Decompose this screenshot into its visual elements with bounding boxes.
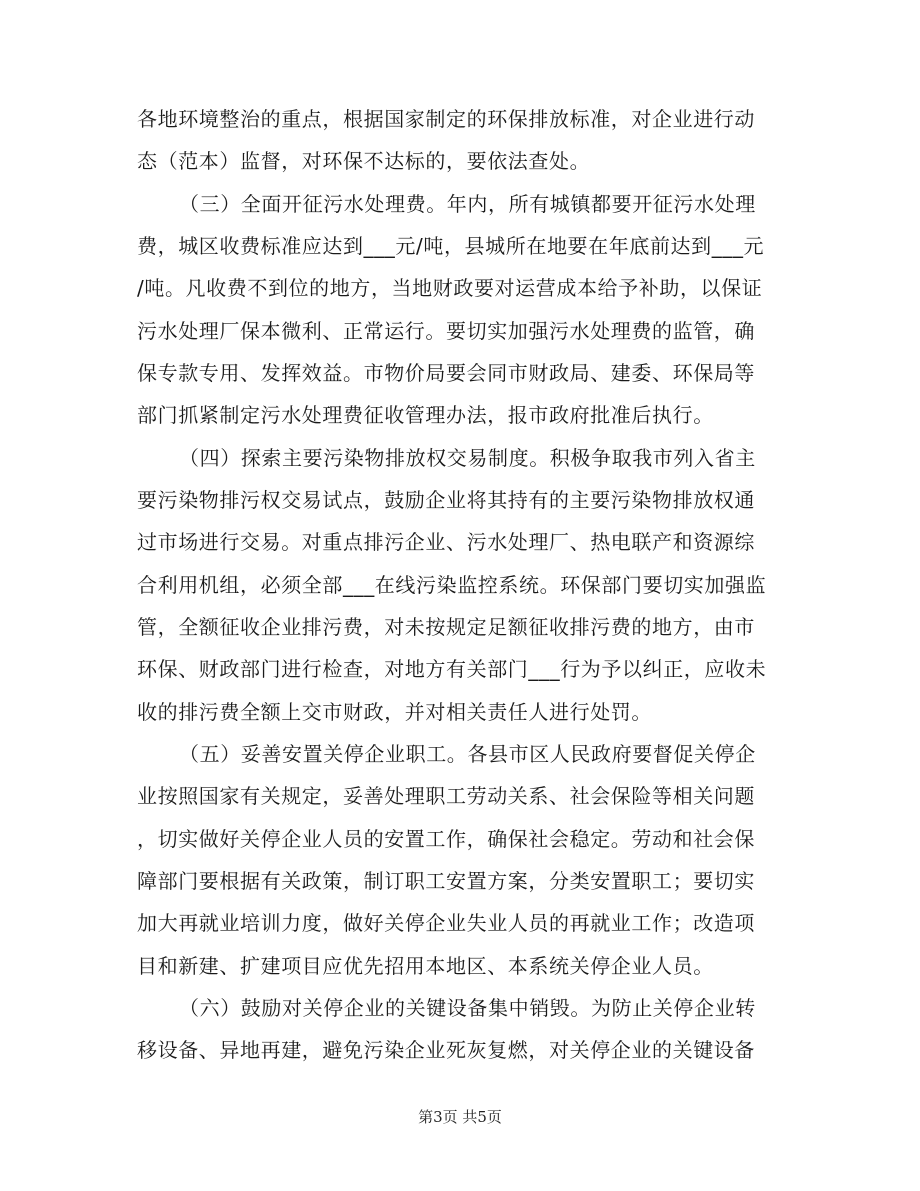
text-line: 目和新建、扩建项目应优先招用本地区、本系统关停企业人员。 bbox=[137, 954, 714, 978]
text-line: 环保、财政部门进行检查，对地方有关部门___行为予以纠正，应收未 bbox=[137, 657, 767, 681]
paragraph-heading-line: （六）鼓励对关停企业的关键设备集中销毁。为防止关停企业转 bbox=[179, 996, 756, 1020]
text-line: 要污染物排污权交易试点，鼓励企业将其持有的主要污染物排放权通 bbox=[137, 488, 755, 512]
text-line: 过市场进行交易。对重点排污企业、污水处理厂、热电联产和资源综 bbox=[137, 530, 755, 554]
text-line: 收的排污费全额上交市财政，并对相关责任人进行处罚。 bbox=[137, 700, 652, 724]
page-number-footer: 第3页 共5页 bbox=[418, 1108, 502, 1126]
text-line: 费，城区收费标准应达到___元/吨，县城所在地要在年底前达到___元 bbox=[137, 234, 765, 258]
text-line: 加大再就业培训力度，做好关停企业失业人员的再就业工作；改造项 bbox=[137, 911, 755, 935]
text-line: /吨。凡收费不到位的地方，当地财政要对运营成本给予补助，以保证 bbox=[137, 276, 763, 300]
paragraph-heading-line: （三）全面开征污水处理费。年内，所有城镇都要开征污水处理 bbox=[179, 192, 756, 216]
text-line: 态（范本）监督，对环保不达标的，要依法查处。 bbox=[137, 149, 591, 173]
text-line: 保专款专用、发挥效益。市物价局要会同市财政局、建委、环保局等 bbox=[137, 361, 755, 385]
text-line: 移设备、异地再建，避免污染企业死灰复燃，对关停企业的关键设备 bbox=[137, 1038, 755, 1062]
text-line: 部门抓紧制定污水处理费征收管理办法，报市政府批准后执行。 bbox=[137, 403, 714, 427]
paragraph-heading-line: （四）探索主要污染物排放权交易制度。积极争取我市列入省主 bbox=[179, 446, 756, 470]
text-line: 障部门要根据有关政策，制订职工安置方案，分类安置职工；要切实 bbox=[137, 869, 755, 893]
paragraph-heading-line: （五）妥善安置关停企业职工。各县市区人民政府要督促关停企 bbox=[179, 742, 756, 766]
text-line: ，切实做好关停企业人员的安置工作，确保社会稳定。劳动和社会保 bbox=[137, 827, 755, 851]
text-line: 污水处理厂保本微利、正常运行。要切实加强污水处理费的监管，确 bbox=[137, 319, 755, 343]
text-line: 合利用机组，必须全部___在线污染监控系统。环保部门要切实加强监 bbox=[137, 573, 767, 597]
text-line: 业按照国家有关规定，妥善处理职工劳动关系、社会保险等相关问题 bbox=[137, 784, 755, 808]
text-line: 各地环境整治的重点，根据国家制定的环保排放标准，对企业进行动 bbox=[137, 107, 755, 131]
text-line: 管，全额征收企业排污费，对未按规定足额征收排污费的地方，由市 bbox=[137, 615, 755, 639]
